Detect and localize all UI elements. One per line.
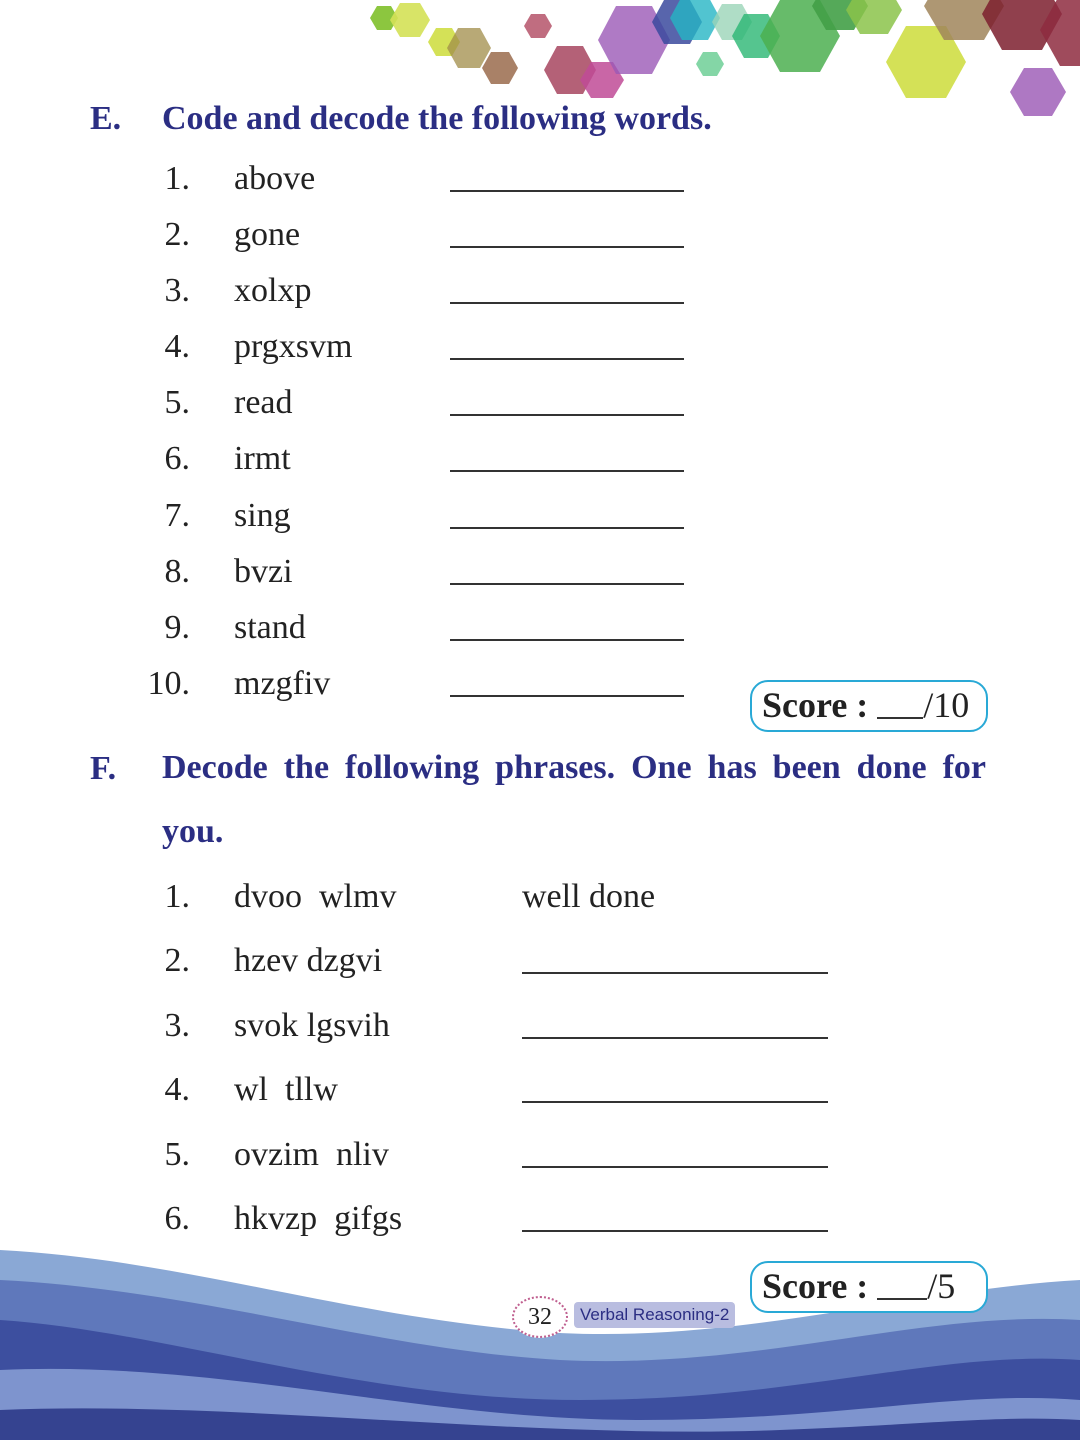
list-item [0,878,1080,918]
score-box-e [750,680,988,732]
item-number: 5. [164,384,190,421]
item-number: 3. [164,1007,190,1044]
score-blank[interactable] [877,1266,927,1300]
list-item [0,553,1080,593]
page-number: 32 [512,1296,568,1338]
list-item [0,942,1080,982]
answer-blank[interactable] [450,553,684,585]
score-total: /10 [923,685,970,725]
answer-blank[interactable] [522,1071,828,1103]
answer-blank[interactable] [450,216,684,248]
list-item [0,609,1080,649]
book-title: Verbal Reasoning-2 [574,1302,735,1328]
item-word: sing [234,497,291,534]
item-number: 1. [164,878,190,915]
item-number: 7. [164,497,190,534]
answer-blank[interactable] [450,384,684,416]
answer-blank[interactable] [450,328,684,360]
score-blank[interactable] [877,685,923,719]
answer-blank[interactable] [450,440,684,472]
item-word: stand [234,609,306,646]
item-number: 2. [164,942,190,979]
item-number: 2. [164,216,190,253]
item-number: 10. [147,665,190,702]
item-number: 3. [164,272,190,309]
answer-blank[interactable] [450,665,684,697]
answer-blank[interactable] [522,1136,828,1168]
example-answer: well done [522,878,656,915]
answer-blank[interactable] [450,272,684,304]
item-word: read [234,384,293,421]
list-item [0,216,1080,256]
item-number: 6. [164,440,190,477]
section-e-title: Code and decode the following words. [162,100,712,137]
item-phrase: svok lgsvih [234,1007,390,1044]
score-box-f [750,1261,988,1313]
item-phrase: hzev dzgvi [234,942,383,979]
list-item [0,1200,1080,1240]
item-word: prgxsvm [234,328,353,365]
score-total: /5 [927,1266,956,1306]
section-f-letter: F. [90,750,117,787]
list-item [0,160,1080,200]
item-number: 8. [164,553,190,590]
answer-blank[interactable] [450,160,684,192]
item-phrase: wl tllw [234,1071,338,1108]
item-word: irmt [234,440,291,477]
item-word: bvzi [234,553,293,590]
list-item [0,497,1080,537]
answer-blank[interactable] [450,609,684,641]
list-item [0,272,1080,312]
item-word: xolxp [234,272,312,309]
item-word: above [234,160,316,197]
list-item [0,328,1080,368]
list-item [0,440,1080,480]
item-word: mzgfiv [234,665,331,702]
list-item [0,1007,1080,1047]
score-label: Score : [762,685,869,725]
answer-blank[interactable] [522,1200,828,1232]
score-label: Score : [762,1266,869,1306]
answer-blank[interactable] [522,1007,828,1039]
item-number: 6. [164,1200,190,1237]
list-item [0,384,1080,424]
item-phrase: ovzim nliv [234,1136,389,1173]
answer-blank[interactable] [522,942,828,974]
item-phrase: hkvzp gifgs [234,1200,403,1237]
item-phrase: dvoo wlmv [234,878,397,915]
section-f-title: Decode the following phrases. One has been done for you. [162,749,986,850]
item-number: 4. [164,328,190,365]
list-item [0,1071,1080,1111]
item-number: 9. [164,609,190,646]
item-number: 4. [164,1071,190,1108]
section-e-letter: E. [90,100,122,137]
item-number: 5. [164,1136,190,1173]
list-item [0,1136,1080,1176]
answer-blank[interactable] [450,497,684,529]
item-number: 1. [164,160,190,197]
item-word: gone [234,216,301,253]
